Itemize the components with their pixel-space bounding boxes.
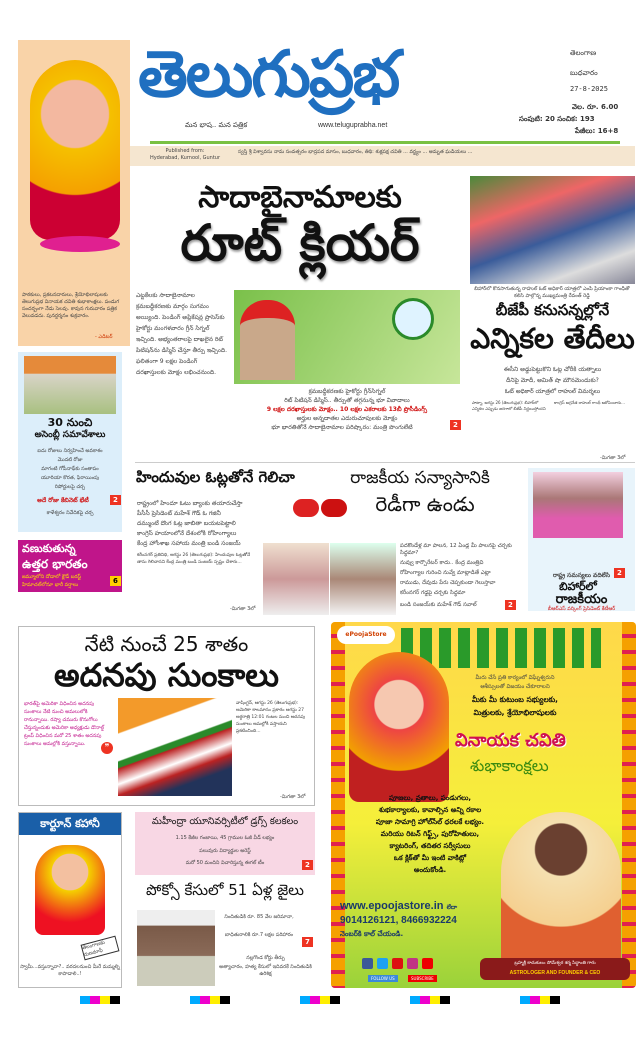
cartoon-tag: తెలంగాణకు రుణమాఫీ <box>81 936 120 961</box>
drugs-line-2: పలువురు విద్యార్థుల అరెస్ట్ <box>199 848 251 854</box>
ad-line-3: మీకు మీ కుటుంబ సభ్యులకు, <box>471 695 559 704</box>
page-ref-badge[interactable]: 2 <box>614 568 625 578</box>
brand-logo: ePoojaStore <box>337 626 395 644</box>
ad-body-6: ఒక క్లిక్‌తో మీ ఇంటి వాకిట్లో <box>393 854 467 862</box>
sanyasam-headline-1: రాజకీయ సన్యాసానికి <box>350 468 490 488</box>
greeting-sign: - ఎడిటర్ <box>95 334 113 340</box>
boxing-gloves-icon <box>293 495 353 517</box>
hindu-more[interactable]: -మిగతా 3లో <box>230 606 256 612</box>
subscribe-button[interactable]: SUBSCRIBE <box>408 975 437 982</box>
ad-body-3: పూజా సామాగ్రి హోల్‌సేల్ ధరలకే లభ్యం. <box>375 818 485 826</box>
bihar-body: పాట్నా, ఆగస్టు 26 (తెలుగుప్రభ): బీహార్‌లో ఎన్నికల ఎప్పుడు జరగాలో బీజేపీ నిర్ణయిస్తోందని కాంగ్రెస్ అగ్రనేత రాహుల్ గాంధీ ఆరోపించారు... <box>472 400 625 411</box>
cartoon-caption: స్వామీ...వస్తున్నావా?.. వరదలనుంచి మీరే మమ్మల్ని కాపాడాలి..! <box>20 964 120 977</box>
panchangam: స్వస్తి శ్రీ విశ్వావసు నామ సంవత్సరం భాద్రపద మాసం, బుధవారం, తిథి: శుక్లపక్ష చవితి ... వర్జ్యం ... అమృత ఘడియలు ... <box>238 149 473 155</box>
drugs-line-1: 1.15 కేజీల గంజాయి, 45 గ్రాముల ఓజీ వీడ్ లభ్యం <box>175 835 275 841</box>
lead-caption-1: క్రమబద్ధీకరణకు హైకోర్టు గ్రీన్‌సిగ్నల్ <box>308 388 386 395</box>
hindu-line-4: కాంగ్రెస్ హయాంలోనే దేశంలోకి రోహింగ్యాలు <box>137 530 237 537</box>
page-ref-badge[interactable]: 6 <box>110 576 121 586</box>
twitter-icon[interactable] <box>377 958 388 969</box>
youtube-icon[interactable] <box>422 958 433 969</box>
or-label: లేదా <box>446 905 458 911</box>
north-headline-1: వణుకుతున్న <box>22 542 76 555</box>
lead-kicker: సాదాబైనామాలకు <box>198 180 402 215</box>
hindu-line-2: పీసీసీ ప్రెసిడెంట్ మహేశ్ గౌడ్ ఓ గజినీ <box>137 510 221 517</box>
sanyasam-line-5: కరీంనగర్ గడ్డపై చర్చకు సిద్ధమా <box>400 590 466 596</box>
hindu-line-3: దమ్ముంటే దొంగ ఓట్ల జాబితా బయటపెట్టాలి <box>137 520 236 527</box>
lead-map-graphic <box>234 290 460 384</box>
trump-flags-photo <box>118 698 232 796</box>
ad-wish: శుభాకాంక్షలు <box>470 756 549 775</box>
lead-caption-4: అర్హుల అన్నదాతల ఎదురుచూపులకు మోక్షం <box>296 415 398 422</box>
tariff-headline: అదనపు సుంకాలు <box>54 656 279 694</box>
bihar-kicker: బీజేపీ కనుసన్నల్లోనే <box>495 301 610 319</box>
leaf-toran <box>401 628 601 668</box>
mahesh-goud-photo <box>330 543 396 615</box>
page-count: పేజీలు: 16+8 <box>575 127 619 135</box>
bihar-more[interactable]: -మిగతా 3లో <box>600 455 626 461</box>
sanyasam-line-6: బండి సంజయ్‌కు మహేశ్ గౌడ్ సవాల్ <box>400 602 477 608</box>
follow-us-button[interactable]: FOLLOW US <box>368 975 398 982</box>
cabinet-meeting: అదే రోజు కేబినెట్ భేటీ <box>37 497 89 504</box>
drugs-headline: మహీంద్రా యూనివర్సిటీలో డ్రగ్స్ కలకలం <box>151 816 299 827</box>
sanyasam-line-3: రోహింగ్యాల గురించి నువ్వే మాట్లాడితే ఎట్లా <box>400 570 491 576</box>
assembly-line-5: రిపోర్టులపై చర్చ <box>54 484 86 490</box>
pinterest-icon[interactable] <box>392 958 403 969</box>
high-court-icon <box>240 300 295 380</box>
hindu-line-5: కేంద్ర హోంశాఖ సహాయ మంత్రి బండి సంజయ్ <box>137 540 241 547</box>
pocso-headline: పోక్సో కేసులో 51 ఏళ్ల జైలు <box>146 881 304 899</box>
registration-mark <box>190 996 230 1004</box>
hindu-line-1: రాష్ట్రంలో హిందూ ఓటు బ్యాంకు తయారుచేస్తా <box>137 500 243 507</box>
masthead-logo: తెలుగుప్రభ <box>138 38 399 112</box>
pocso-line-3: నల్లగొండ కోర్టు తీర్పు <box>246 955 285 961</box>
ad-ganesha-image <box>349 652 449 802</box>
tariff-kicker: నేటి నుంచే 25 శాతం <box>84 632 249 656</box>
ganesha-figure <box>30 60 120 240</box>
volume-issue: సంపుటి: 20 సంచిక: 193 <box>519 115 595 123</box>
tagline: మన భాష.. మన పత్రిక <box>185 121 248 129</box>
drugs-line-3: మరో 50 మందిని విచారిస్తున్న ఈగల్ టీం <box>185 860 265 866</box>
ad-phones: 9014126121, 8466932224 <box>340 915 457 926</box>
cartoon-title: కార్టూన్ కహానీ <box>19 813 121 835</box>
ktr-kicker: రాష్ట్ర సమస్యలు వదిలేసి <box>552 572 611 579</box>
ad-call: నెంబర్‌కి కాల్ చేయండి. <box>340 930 404 938</box>
assembly-line-2: మొదటి రోజు <box>57 457 83 463</box>
rally-photo <box>470 176 635 284</box>
assembly-photo <box>24 356 116 414</box>
assembly-kicker: 30 నుంచి <box>47 416 93 429</box>
pocso-line-4: అత్యాచారం, హత్య కేసులో ఇదివరకే నిందితుడికి ఉరిశిక్ష <box>219 964 312 977</box>
registration-mark <box>410 996 450 1004</box>
ad-body-7: అందుకోండి. <box>413 866 447 874</box>
accused-photo <box>137 910 215 986</box>
lead-caption-2: రిట్ పిటిషన్ డిస్మిస్.. తీర్పుతో తగ్గనున్న భూ వివాదాలు <box>284 397 410 404</box>
edition-state: తెలంగాణ <box>570 49 597 57</box>
tariff-body: వాషింగ్టన్, ఆగస్టు 26 (తెలుగుప్రభ): అమెరికా కాలమానం ప్రకారం ఆగస్టు 27 అర్ధరాత్రి 12:01 గంటల నుంచి అదనపు సుంకాలు అమల్లోకి వస్తాయని ప్రకటించింది... <box>236 701 306 734</box>
sanyasam-headline-2: రెడీగా ఉండు <box>375 492 475 516</box>
ad-line-1: మీరు చేసే ప్రతి కార్యంలో విఘ్నేశ్వరుని <box>475 675 555 681</box>
ktr-sub: బీఆర్ఎస్ వర్కింగ్ ప్రెసిడెంట్ కేటీఆర్ <box>547 606 616 612</box>
emblem-icon <box>392 298 434 340</box>
pocso-line-1: నిందితుడికి రూ. 85 వేల జరిమానా, <box>224 914 294 920</box>
masthead-divider <box>150 141 620 144</box>
lead-caption-5: భూ భారతితోనే సాదాబైనామాల పరిష్కారం: మంత్రి పొంగులేటి <box>271 424 413 431</box>
north-line-1: జమ్మూలోని దోడాలో క్లౌడ్ బరస్ట్ <box>22 574 81 580</box>
lead-body: ఎట్టకేలకు సాదాబైనామాల క్రమబద్ధీకరణకు మార్గం సుగమం అయ్యింది. పెండింగ్ అప్లికేషన్ల ప్రాసెస్‌కు హైకోర్టు మంగళవారం గ్రీన్ సిగ్నల్ ఇచ్చింది. అభ్యంతరాలపై దాఖలైన రిట్ పిటిషన్‌ను డిస్మిస్ చేస్తూ తీర్పు ఇచ్చింది. ఫలితంగా 9 లక్షల పెండింగ్ దరఖాస్తులకు మోక్షం లభించనుంది. <box>136 292 228 376</box>
page-ref-badge[interactable]: 2 <box>110 495 121 505</box>
assembly-headline: అసెంబ్లీ సమావేశాలు <box>34 430 106 440</box>
registration-mark <box>80 996 120 1004</box>
north-headline-2: ఉత్తర భారతం <box>22 557 88 571</box>
tariff-more[interactable]: -మిగతా 3లో <box>280 794 306 800</box>
sanyasam-line-4: రాముడు, దేవుడు పేరు చెప్పకుండా గెలుస్తావా <box>400 580 496 586</box>
assembly-line-1: ఐదు రోజులు నిర్వహించే అవకాశం <box>37 448 103 454</box>
astrologer-name: బ్రహ్మశ్రీ కాదుకులం సోమేశ్వర శర్మ సిద్ధాంతి గారు <box>514 961 596 966</box>
page-ref-badge[interactable]: 2 <box>302 860 313 870</box>
astrologer-role: ASTROLOGER AND FOUNDER & CEO <box>509 970 601 976</box>
north-line-2: హిమాచల్‌లోనూ భారీ వర్షాలు <box>22 582 79 588</box>
website: www.teluguprabha.net <box>318 122 388 129</box>
ktr-photo <box>533 472 623 538</box>
bandi-sanjay-photo <box>263 543 329 615</box>
section-divider <box>135 462 635 463</box>
website-link[interactable]: www.epoojastore.in <box>340 900 444 912</box>
date: 27-8-2025 <box>570 85 608 93</box>
page-ref-badge[interactable]: 2 <box>505 600 516 610</box>
ad-body-1: పూజలు, వ్రతాలు, పండుగలు, <box>388 794 472 802</box>
page-ref-badge[interactable]: 2 <box>450 420 461 430</box>
lead-caption-3: 9 లక్షల దరఖాస్తులకు మోక్షం.. 10 లక్షల ఎకరాలకు 13బీ ప్రొసీడింగ్స్ <box>266 406 428 413</box>
pocso-line-2: బాధితురాలికి రూ.7 లక్షల పరిహారం <box>224 932 294 938</box>
assembly-line-4: యూరియా కొరత, ఫిరాయింపు <box>40 475 100 481</box>
ad-body-5: క్యాటరింగ్, తదితర సర్వీసులు <box>389 842 471 850</box>
assembly-last: కాళేశ్వరం నివేదికపై చర్చ <box>46 510 94 516</box>
rally-caption: బీహార్‌లో కొనసాగుతున్న రాహుల్ ఓట్ అధికార్ యాత్రలో ఎంపీ ప్రియాంకా గాంధీతో కలిసి పాల్గొన్న ముఖ్యమంత్రి రేవంత్ రెడ్డి <box>474 286 630 299</box>
ad-line-2: ఆశీస్సులతో విజయం చేకూరాలని <box>480 684 550 690</box>
flower-garland-right <box>622 622 636 988</box>
sanyasam-line-2: నువ్వు కార్పొరేటర్ కాదు.. కేంద్ర మంత్రివి <box>400 560 484 566</box>
facebook-icon[interactable] <box>362 958 373 969</box>
ktr-headline-2: రాజకీయం <box>555 592 608 607</box>
instagram-icon[interactable] <box>407 958 418 969</box>
bihar-sub-2: దీనిపై మోదీ, అమిత్ షా మౌనమెందుకు? <box>506 377 599 384</box>
sanyasam-line-1: పదకొండేళ్ల మా పాలన, 12 ఏండ్ల మీ పాలనపై చర్చకు సిద్ధమా? <box>400 543 512 556</box>
bihar-sub-1: ఈసీని అడ్డుపెట్టుకొని ఓట్ల చోరీకి యత్నాలు <box>503 366 602 373</box>
registration-mark <box>520 996 560 1004</box>
ad-line-4: మిత్రులకు, శ్రేయోభిలాషులకు <box>473 708 557 717</box>
bihar-sub-3: ఓట్ అధికార్ యాత్రలో రాహుల్ విమర్శలు <box>504 388 601 395</box>
ad-body-2: శుభకార్యాలకు, కావాల్సిన అన్ని రకాల <box>378 806 482 814</box>
greeting-text: పాఠకులు, ప్రకటనదారులు, శ్రేయోభిలాషులకు తెలుగుప్రభ వినాయక చవితి శుభాకాంక్షలు. పండుగ సందర్భంగా నేడు సెలవు. కావున గురువారం పత్రిక వెలువడదు. పునర్దర్శనం శుక్రవారం. <box>22 292 120 319</box>
page-ref-badge[interactable]: 7 <box>302 937 313 947</box>
tariff-quote: భారత్‌పై అమెరికా విధించిన అదనపు సుంకాలు నేటి నుంచి అమలులోకి రానున్నాయి. రష్యా చమురు కొనుగోలు చేస్తున్నందుకు అమెరికా అధ్యక్షుడు డొనాల్డ్ ట్రంప్ విధించిన మరో 25 శాతం అదనపు సుంకాలు అమల్లోకి వస్తున్నాయి. <box>24 701 105 747</box>
ganesha-pedestal <box>40 236 120 252</box>
ad-title: వినాయక చవితి <box>455 730 566 751</box>
published-from-label: Published from: <box>165 148 205 154</box>
price: వెల. రూ. 6.00 <box>572 103 619 111</box>
ktr-headline-1: బిహార్‌లో <box>559 580 597 593</box>
assembly-line-3: మాగంటి గోపీనాథ్‌కు సంతాపం <box>41 466 99 472</box>
lead-headline: రూట్ క్లియర్ <box>180 214 420 272</box>
published-from: Hyderabad, Kurnool, Guntur <box>149 155 221 161</box>
cartoon-ganesha <box>35 845 105 935</box>
hindu-headline: హిందువుల ఓట్లతోనే గెలిచా <box>136 468 295 486</box>
hindu-body: కరీంనగర్ ప్రతినిధి, ఆగస్టు 26 (తెలుగుప్రభ): హిందువుల ఓట్లతోనే తాను గెలిచానని కేంద్ర మంత్రి బండి సంజయ్ స్పష్టం చేశారు... <box>137 553 251 565</box>
registration-mark <box>300 996 340 1004</box>
weekday: బుధవారం <box>570 69 598 77</box>
social-icons <box>362 958 433 969</box>
bihar-headline: ఎన్నికల తేదీలు <box>470 322 635 355</box>
ad-website[interactable] <box>340 900 457 912</box>
quote-icon: ❞ <box>101 742 113 754</box>
ad-body-4: మరియు రిటన్ గిఫ్ట్స్, పురోహితులు, <box>380 830 480 838</box>
